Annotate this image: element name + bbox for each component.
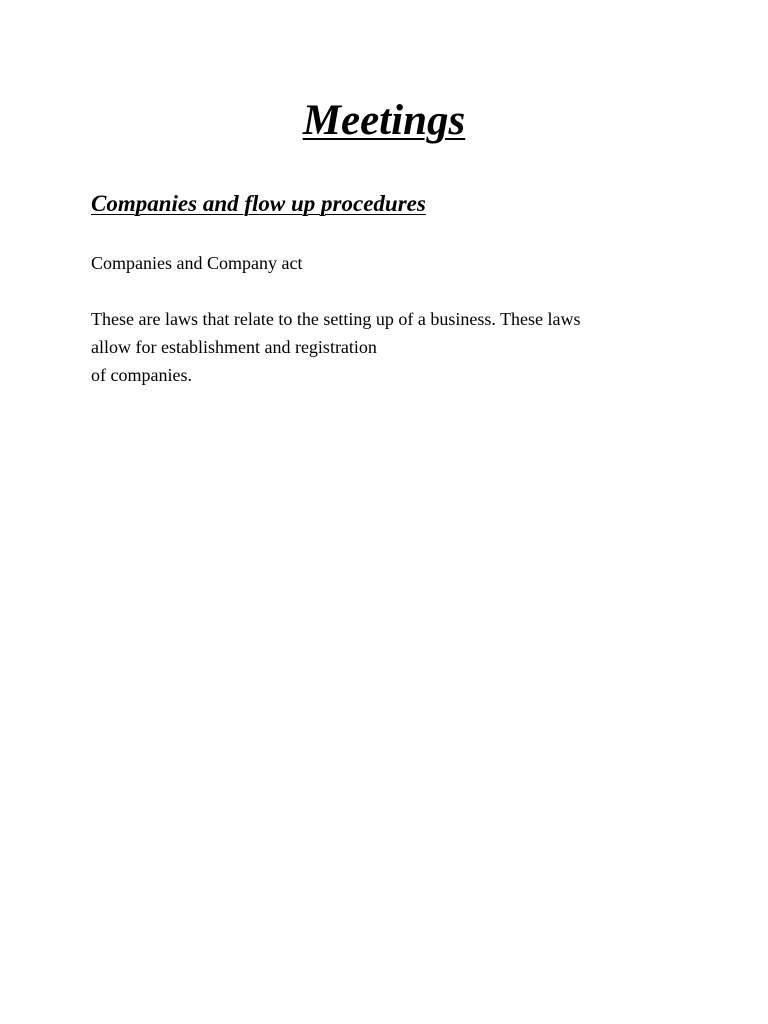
paragraph-line: of companies. bbox=[91, 365, 192, 385]
body-paragraph bbox=[91, 305, 691, 389]
document-title: Meetings bbox=[302, 97, 466, 144]
subheading: Companies and Company act bbox=[91, 253, 303, 273]
section-heading: Companies and flow up procedures bbox=[91, 191, 426, 216]
paragraph-line: These are laws that relate to the setting up of a business. These laws bbox=[91, 309, 581, 329]
paragraph-line: allow for establishment and registration bbox=[91, 337, 377, 357]
